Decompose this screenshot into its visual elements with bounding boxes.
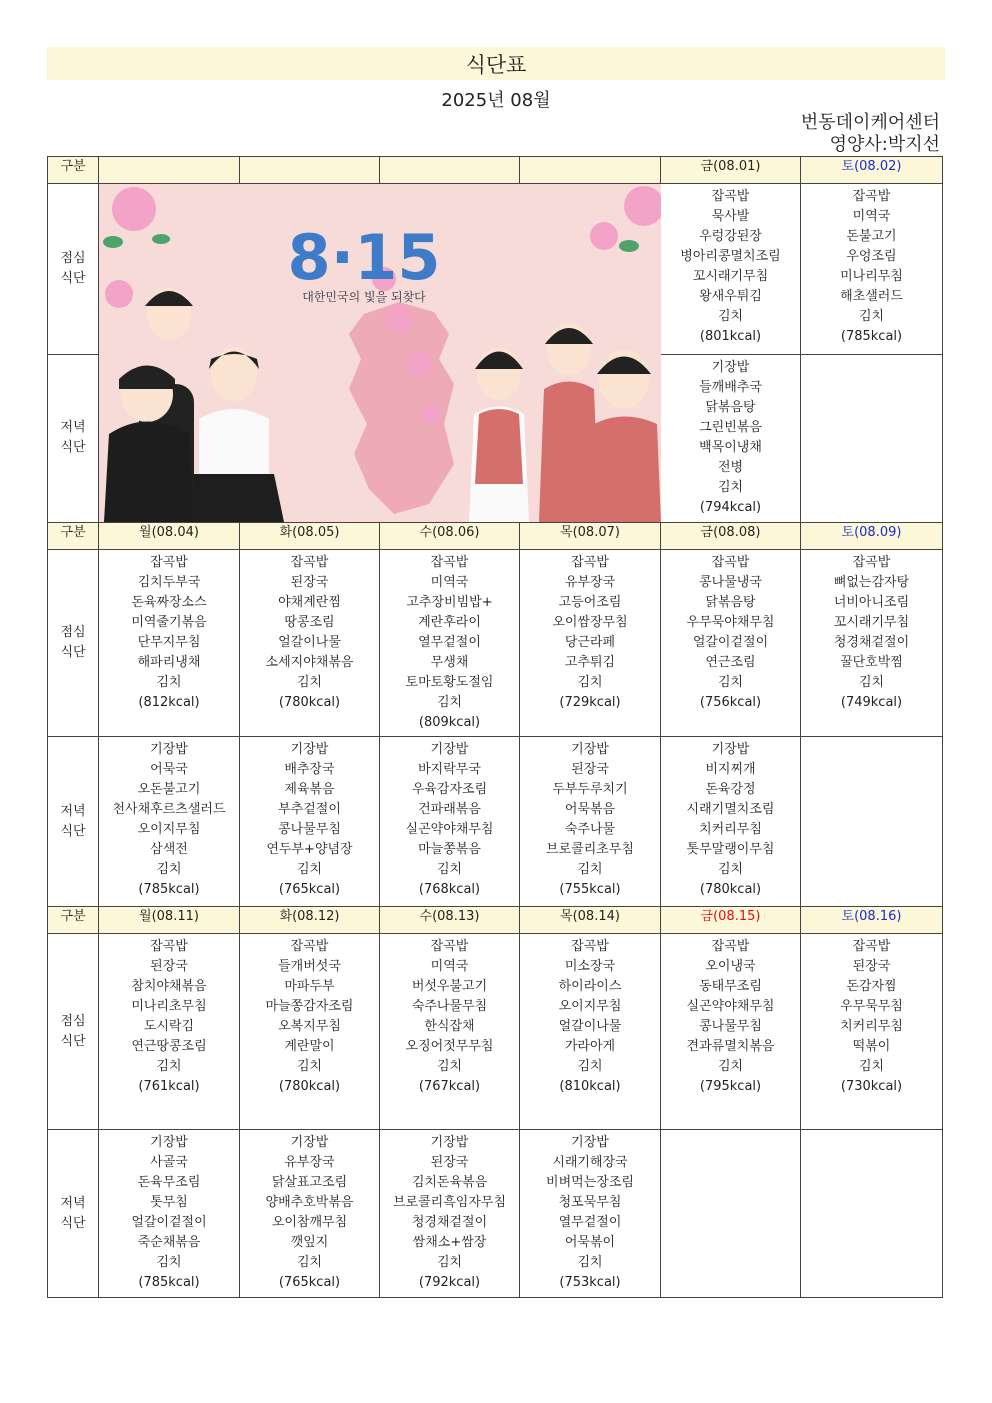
menu-item: 잡곡밥 (430, 939, 469, 954)
menu-item: 잡곡밥 (430, 555, 469, 570)
menu-item: 오복지무침 (278, 1019, 341, 1034)
header-row (48, 523, 943, 550)
menu-item: 김치두부국 (137, 575, 201, 590)
menu-item: 어묵국 (150, 762, 188, 777)
day-header: 목(08.14) (520, 907, 661, 934)
menu-item: (809kcal) (418, 715, 481, 730)
menu-item: 우엉조림 (846, 249, 897, 264)
menu-item: 된장국 (571, 762, 609, 777)
menu-item: 비벼먹는장조림 (546, 1175, 634, 1190)
header-row (48, 907, 943, 934)
menu-item: 너비아니조림 (833, 595, 910, 610)
menu-item: (768kcal) (418, 882, 481, 897)
menu-item: 야채계란찜 (278, 595, 341, 610)
menu-item: 그린빈볶음 (699, 419, 762, 435)
day-header: 금(08.15) (661, 907, 801, 934)
menu-item: 실곤약야채무침 (686, 999, 775, 1014)
menu-item: 김치 (296, 1059, 323, 1074)
menu-item: 김치 (577, 862, 603, 877)
label-line: 점심 (60, 1013, 86, 1029)
menu-item: 마늘쫑볶음 (418, 842, 481, 857)
menu-item: (767kcal) (418, 1079, 481, 1094)
menu-item: 기장밥 (290, 1135, 329, 1150)
menu-item: 돈감자찜 (846, 979, 897, 994)
menu-item: 콩나물무침 (699, 1019, 762, 1034)
menu-item: 오이참깨무침 (271, 1215, 348, 1230)
menu-item: 오이냉국 (705, 959, 756, 974)
menu-item: 미역국 (430, 575, 469, 590)
menu-item: 미역국 (852, 209, 891, 224)
menu-item: 참치야채볶음 (131, 979, 207, 994)
lunch-menu-cell (520, 550, 661, 737)
menu-item: 잡곡밥 (290, 939, 329, 954)
menu-item: 미나리무침 (840, 269, 903, 284)
menu-item: 콩나물냉국 (699, 575, 762, 590)
label-line: 저녁 (60, 1195, 86, 1211)
meal-table (47, 156, 943, 1298)
menu-item: 가라아게 (564, 1039, 616, 1054)
menu-item: 톳무침 (150, 1195, 188, 1210)
day-header (240, 157, 380, 184)
menu-item: 브로콜리초무침 (546, 842, 634, 857)
menu-item: 김치 (436, 1255, 463, 1270)
menu-item: 돈육무조림 (137, 1175, 201, 1190)
menu-item: 잡곡밥 (571, 939, 609, 954)
menu-item: 김치 (577, 1059, 603, 1074)
lunch-label (48, 934, 99, 1130)
dinner-label (48, 354, 99, 523)
menu-item: 바지락무국 (418, 762, 481, 777)
menu-item: 닭살표고조림 (271, 1175, 348, 1190)
menu-item: 마파두부 (284, 979, 335, 994)
menu-item: (801kcal) (699, 329, 762, 344)
dinner-menu-cell (801, 354, 943, 523)
menu-item: 천사채후르츠샐러드 (112, 802, 226, 817)
menu-item: 김치 (858, 675, 885, 690)
menu-item: 열무겉절이 (418, 635, 481, 650)
menu-item: 얼갈이겉절이 (131, 1215, 207, 1230)
menu-item: 숙주나물 (564, 822, 616, 837)
liberation-day-poster (99, 184, 661, 522)
menu-item: 잡곡밥 (571, 555, 609, 570)
menu-item: 오돈불고기 (137, 782, 201, 797)
menu-item: 도시락김 (143, 1019, 195, 1034)
day-header (380, 157, 520, 184)
lunch-menu-cell (801, 550, 943, 737)
menu-item: 김치돈육볶음 (411, 1175, 488, 1190)
dinner-row (48, 1130, 943, 1298)
menu-item: (755kcal) (559, 882, 621, 897)
menu-item: 연근조림 (705, 655, 756, 670)
menu-item: 김치 (717, 479, 744, 495)
menu-item: 우육감자조림 (411, 782, 488, 797)
menu-item: 견과류멸치볶음 (686, 1039, 775, 1054)
poster-caption: 대한민국의 빛을 되찾다 (302, 290, 426, 304)
menu-item: 죽순채볶음 (137, 1235, 201, 1250)
menu-item: 마늘쫑감자조림 (265, 999, 354, 1014)
lunch-menu-cell (240, 550, 380, 737)
menu-item: 김치 (577, 1255, 603, 1270)
menu-item: 브로콜리흑임자무침 (392, 1195, 507, 1210)
dinner-menu-cell (240, 1130, 380, 1298)
menu-item: 삼색전 (150, 842, 188, 857)
menu-item: 청포묵무침 (558, 1195, 622, 1210)
menu-item: 돈육강정 (705, 782, 756, 797)
menu-item: 미소장국 (564, 959, 616, 974)
menu-item: 우무묵야채무침 (686, 615, 775, 630)
lunch-menu-cell (801, 184, 943, 355)
menu-item: 기장밥 (571, 1135, 609, 1150)
day-header: 금(08.01) (661, 157, 801, 184)
menu-item: (780kcal) (278, 695, 341, 710)
menu-item: 기장밥 (150, 1135, 188, 1150)
menu-item: 땅콩조림 (284, 615, 335, 630)
menu-item: 콩나물무침 (278, 822, 341, 837)
menu-item: (761kcal) (138, 1079, 200, 1094)
menu-item: 된장국 (430, 1155, 469, 1170)
menu-item: 청경채겉절이 (833, 635, 910, 650)
menu-item: 왕새우튀김 (699, 289, 762, 304)
menu-item: 꼬시래기무침 (692, 269, 769, 284)
menu-item: (785kcal) (138, 1275, 200, 1290)
day-header: 수(08.13) (380, 907, 520, 934)
label-line: 식단 (60, 270, 86, 286)
menu-item: (753kcal) (559, 1275, 621, 1290)
menu-item: 쌈채소+쌈장 (412, 1235, 487, 1250)
menu-item: 김치 (717, 1059, 744, 1074)
lunch-menu-cell (661, 184, 801, 355)
menu-item: 오이지무침 (137, 822, 201, 837)
dinner-menu-cell (661, 1130, 801, 1298)
menu-item: 떡볶이 (852, 1039, 891, 1054)
menu-item: 깻잎지 (290, 1235, 329, 1250)
lunch-row (48, 934, 943, 1130)
dinner-label (48, 737, 99, 907)
menu-item: 김치 (436, 1059, 463, 1074)
menu-item: 김치 (296, 1255, 323, 1270)
menu-item: (794kcal) (699, 499, 762, 515)
menu-item: 김치 (436, 862, 463, 877)
lunch-menu-cell (661, 550, 801, 737)
menu-item: 묵사발 (711, 209, 750, 224)
label-line: 점심 (60, 250, 86, 266)
menu-item: 유부장국 (284, 1155, 335, 1170)
menu-item: 닭볶음탕 (705, 399, 756, 415)
menu-item: 기장밥 (571, 742, 609, 757)
menu-item: 기장밥 (290, 742, 329, 757)
menu-item: 우렁강된장 (699, 229, 762, 244)
day-header: 금(08.08) (661, 523, 801, 550)
menu-item: 미역줄기볶음 (131, 615, 207, 630)
lunch-row (48, 184, 943, 355)
menu-item: 어묵볶이 (564, 1235, 616, 1250)
org-info (801, 112, 940, 156)
category-label: 구분 (48, 907, 99, 934)
menu-item: 돈불고기 (846, 229, 897, 244)
menu-item: 김치 (858, 1059, 885, 1074)
menu-item: (785kcal) (840, 329, 903, 344)
menu-item: 두부두루치기 (552, 782, 628, 797)
day-header: 화(08.12) (240, 907, 380, 934)
menu-item: 김치 (156, 1255, 182, 1270)
dinner-menu-cell (661, 354, 801, 523)
dinner-menu-cell (801, 737, 943, 907)
menu-item: 오이지무침 (558, 999, 622, 1014)
menu-item: 숙주나물무침 (411, 999, 488, 1014)
menu-item: (765kcal) (278, 1275, 341, 1290)
dinner-menu-cell (380, 1130, 520, 1298)
menu-item: 들깨배추국 (699, 379, 762, 395)
label-line: 식단 (60, 440, 86, 456)
menu-item: 어묵볶음 (564, 802, 616, 817)
menu-item: 얼갈이나물 (278, 635, 341, 650)
menu-item: 잡곡밥 (852, 555, 891, 570)
lunch-menu-cell (520, 934, 661, 1130)
menu-item: 김치 (717, 309, 744, 324)
category-label: 구분 (48, 523, 99, 550)
day-header (99, 157, 240, 184)
menu-item: 계란후라이 (418, 615, 481, 630)
label-line: 저녁 (60, 420, 86, 436)
menu-item: 백목이냉채 (699, 439, 762, 455)
dinner-label (48, 1130, 99, 1298)
label-line: 점심 (60, 625, 86, 640)
menu-item: 열무겉절이 (558, 1215, 622, 1230)
menu-item: 잡곡밥 (711, 189, 750, 204)
label-line: 식단 (60, 1215, 86, 1231)
label-line: 식단 (60, 823, 86, 839)
menu-item: (785kcal) (138, 882, 200, 897)
menu-item: 된장국 (150, 959, 188, 974)
dinner-menu-cell (99, 1130, 240, 1298)
center-name: 번동데이케어센터 (800, 112, 940, 133)
menu-item: 미역국 (430, 959, 469, 974)
lunch-row (48, 550, 943, 737)
menu-item: 고추튀김 (564, 655, 616, 670)
menu-item: 김치 (296, 675, 323, 690)
menu-item: 고추장비빔밥+ (406, 595, 493, 610)
menu-item: 닭볶음탕 (705, 595, 756, 610)
page-title (47, 47, 945, 80)
dinner-row (48, 737, 943, 907)
lunch-menu-cell (380, 934, 520, 1130)
menu-item: 꼬시래기무침 (833, 615, 910, 630)
menu-item: 치커리무침 (840, 1019, 903, 1034)
menu-item: 시래기해장국 (552, 1155, 628, 1170)
menu-item: 된장국 (290, 575, 329, 590)
menu-item: 단무지무침 (137, 635, 201, 650)
menu-item: 김치 (577, 675, 603, 690)
menu-item: 잡곡밥 (852, 939, 891, 954)
menu-item: 된장국 (852, 959, 891, 974)
day-header: 토(08.16) (801, 907, 943, 934)
day-header: 수(08.06) (380, 523, 520, 550)
menu-item: 치커리무침 (699, 822, 762, 837)
day-header: 목(08.07) (520, 523, 661, 550)
menu-item: 소세지야채볶음 (265, 655, 354, 670)
menu-item: 해초샐러드 (840, 289, 903, 304)
nutritionist-name: 영양사:박지선 (829, 134, 940, 155)
menu-item: 김치 (156, 1059, 182, 1074)
menu-item: 기장밥 (150, 742, 188, 757)
menu-item: 계란말이 (284, 1039, 335, 1054)
month-subtitle: 2025년 08월 (441, 90, 551, 111)
menu-item: 한식잡채 (424, 1019, 475, 1034)
dinner-menu-cell (520, 737, 661, 907)
dinner-menu-cell (99, 737, 240, 907)
lunch-menu-cell (240, 934, 380, 1130)
day-header (520, 157, 661, 184)
menu-item: 얼갈이겉절이 (692, 635, 769, 650)
menu-item: 전병 (717, 459, 744, 475)
poster-cell (99, 184, 661, 523)
menu-item: 연근땅콩조림 (131, 1039, 207, 1054)
menu-item: 제육볶음 (284, 782, 335, 797)
poster-headline: 8·15 (287, 221, 441, 294)
day-header: 토(08.09) (801, 523, 943, 550)
menu-item: 김치 (156, 675, 182, 690)
dinner-menu-cell (380, 737, 520, 907)
menu-item: 양배추호박볶음 (265, 1195, 354, 1210)
menu-item: 시래기멸치조림 (686, 802, 775, 817)
menu-item: 들개버섯국 (278, 959, 341, 974)
menu-item: 김치 (717, 862, 744, 877)
menu-item: 무생채 (430, 655, 469, 670)
menu-item: (756kcal) (699, 695, 762, 710)
menu-item: 꿀단호박찜 (840, 655, 903, 670)
menu-item: 해파리냉채 (137, 655, 201, 670)
menu-item: 돈육짜장소스 (131, 595, 207, 610)
label-line: 저녁 (60, 803, 86, 819)
menu-item: 미나리초무침 (131, 999, 207, 1014)
menu-item: 유부장국 (564, 575, 616, 590)
menu-item: 기장밥 (711, 359, 750, 375)
menu-item: 연두부+양념장 (266, 842, 353, 857)
dinner-menu-cell (240, 737, 380, 907)
menu-item: 얼갈이나물 (558, 1019, 622, 1034)
menu-item: 기장밥 (711, 742, 750, 757)
menu-item: 토마토황도절임 (405, 675, 494, 690)
day-header: 화(08.05) (240, 523, 380, 550)
day-header: 토(08.02) (801, 157, 943, 184)
menu-item: 오징어젓무무침 (405, 1039, 494, 1054)
menu-item: (729kcal) (559, 695, 621, 710)
menu-item: 동태무조림 (699, 979, 762, 994)
menu-item: 당근라페 (564, 635, 616, 650)
lunch-menu-cell (99, 550, 240, 737)
menu-item: 배추장국 (284, 762, 335, 777)
menu-item: (749kcal) (840, 695, 903, 710)
day-header: 월(08.04) (99, 523, 240, 550)
menu-item: (810kcal) (559, 1079, 621, 1094)
menu-item: 김치 (156, 862, 182, 877)
menu-item: (795kcal) (699, 1079, 762, 1094)
lunch-menu-cell (99, 934, 240, 1130)
lunch-menu-cell (801, 934, 943, 1130)
dinner-menu-cell (520, 1130, 661, 1298)
lunch-menu-cell (380, 550, 520, 737)
category-label: 구분 (48, 157, 99, 184)
menu-item: 잡곡밥 (290, 555, 329, 570)
menu-item: 김치 (858, 309, 885, 324)
menu-item: (765kcal) (278, 882, 341, 897)
menu-item: 기장밥 (430, 1135, 469, 1150)
menu-item: 잡곡밥 (711, 939, 750, 954)
menu-item: 잡곡밥 (150, 939, 188, 954)
dinner-menu-cell (661, 737, 801, 907)
lunch-label (48, 550, 99, 737)
menu-item: (730kcal) (840, 1079, 903, 1094)
menu-item: 기장밥 (430, 742, 469, 757)
menu-item: 톳무말랭이무침 (686, 842, 775, 857)
menu-item: 김치 (717, 675, 744, 690)
menu-item: 잡곡밥 (711, 555, 750, 570)
lunch-label (48, 184, 99, 355)
title-text: 식단표 (465, 52, 527, 77)
menu-item: (780kcal) (278, 1079, 341, 1094)
menu-item: 버섯우불고기 (411, 979, 488, 994)
menu-item: 비지찌개 (705, 762, 756, 777)
menu-item: 사골국 (150, 1155, 188, 1170)
menu-item: 잡곡밥 (150, 555, 188, 570)
menu-item: (780kcal) (699, 882, 762, 897)
menu-item: 오이쌈장무침 (552, 615, 628, 630)
day-header: 월(08.11) (99, 907, 240, 934)
menu-item: 병아리콩멸치조림 (680, 249, 781, 264)
menu-item: (792kcal) (418, 1275, 481, 1290)
menu-item: 뼈없는감자탕 (833, 575, 910, 590)
header-row (48, 157, 943, 184)
menu-item: (812kcal) (138, 695, 200, 710)
menu-item: 김치 (296, 862, 323, 877)
label-line: 식단 (60, 645, 86, 660)
menu-item: 우무묵무침 (840, 999, 903, 1014)
menu-item: 하이라이스 (558, 979, 622, 994)
label-line: 식단 (60, 1033, 86, 1049)
menu-item: 부추겉절이 (278, 802, 341, 817)
menu-item: 고등어조림 (558, 595, 622, 610)
menu-item: 실곤약야채무침 (405, 822, 494, 837)
menu-item: 건파래볶음 (418, 802, 481, 817)
dinner-menu-cell (801, 1130, 943, 1298)
lunch-menu-cell (661, 934, 801, 1130)
menu-item: 청경채겉절이 (411, 1215, 488, 1230)
menu-item: 김치 (436, 695, 463, 710)
menu-item: 잡곡밥 (852, 189, 891, 204)
